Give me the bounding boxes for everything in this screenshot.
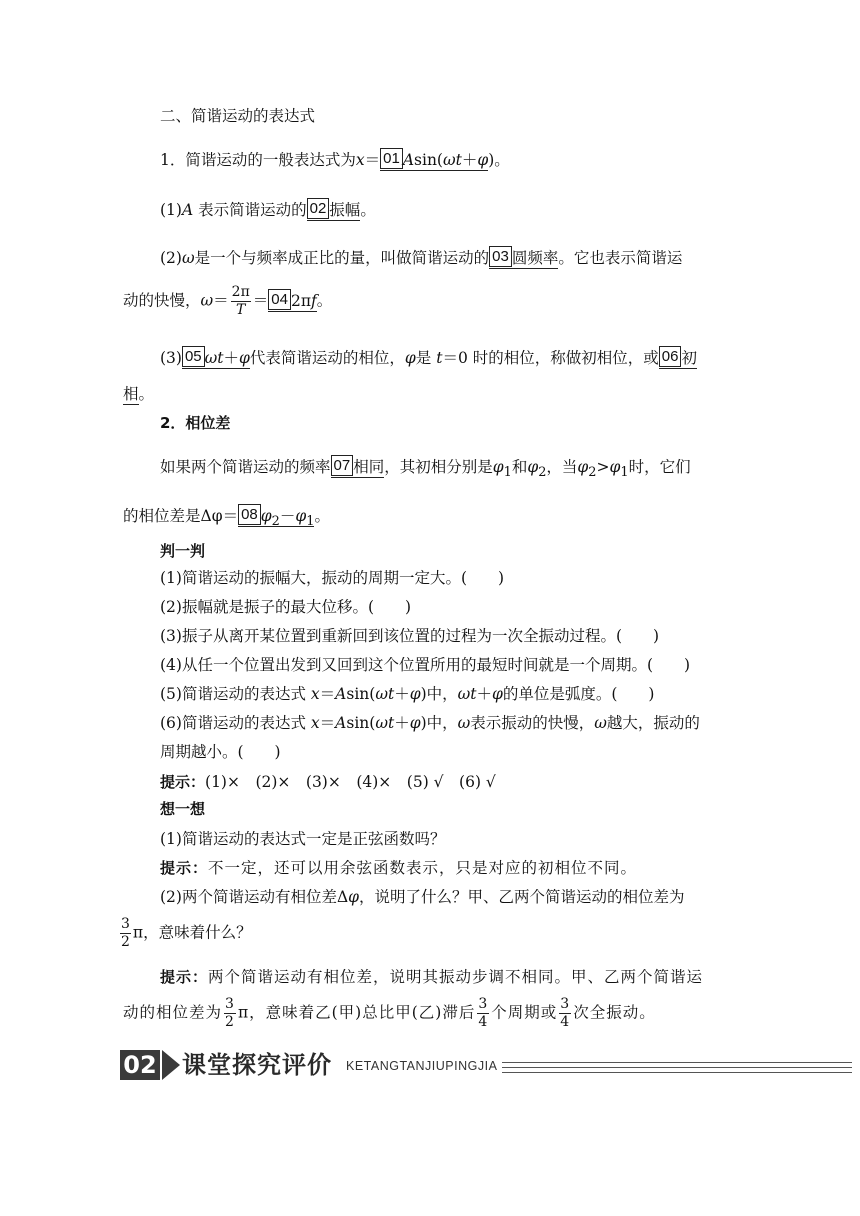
item-1-2: (2)ω是一个与频率成正比的量，叫做简谐运动的 03 圆频率。它也表示简谐运 [160, 248, 683, 267]
answer-box-02: 02 [307, 198, 330, 219]
banner-rule [502, 1062, 852, 1063]
item-1: 1．简谐运动的一般表达式为x＝ 01 Asin(ωt＋φ)。 [160, 150, 510, 169]
think-heading: 想一想 [160, 800, 206, 818]
banner-rule [502, 1072, 852, 1073]
item-2-body-cont: 的相位差是Δφ＝ 08 $\varphi_2-\varphi_1$。 [123, 506, 330, 530]
section-banner [120, 1050, 735, 1084]
item-1-2-cont: 动的快慢，ω＝ $\frac{2\pi}{T}$ ＝ 04 2πf。 [123, 284, 333, 318]
answer-box-03: 03 [489, 246, 512, 267]
judge-q3: (3)振子从离开某位置到重新回到该位置的过程为一次全振动过程。( ) [160, 627, 660, 645]
item-1-3-cont: 相。 [123, 385, 155, 403]
think-hint2: 提示：两个简谐运动有相位差，说明其振动步调不相同。甲、乙两个简谐运 [160, 968, 704, 986]
think-q2: (2)两个简谐运动有相位差Δφ，说明了什么？甲、乙两个简谐运动的相位差为 [160, 888, 685, 906]
section-heading: 二、简谐运动的表达式 [160, 107, 316, 125]
answer-box-01: 01 [380, 148, 403, 169]
judge-q6: (6)简谐运动的表达式 x＝Asin(ωt＋φ)中，ω表示振动的快慢，ω越大，振动的 [160, 714, 700, 732]
item-1-1: (1)A 表示简谐运动的 02 振幅。 [160, 200, 376, 219]
fraction-3-over-2: $\frac{3}{2}$ [121, 916, 130, 950]
item-1-3: (3) 05 ωt＋φ代表简谐运动的相位，φ是 t＝0 时的相位，称做初相位，或 06 初 [160, 348, 697, 367]
answer-box-07: 07 [331, 455, 354, 476]
judge-q1: (1)简谐运动的振幅大，振动的周期一定大。( ) [160, 569, 505, 587]
judge-q5: (5)简谐运动的表达式 x＝Asin(ωt＋φ)中，ωt＋φ的单位是弧度。( ) [160, 685, 655, 703]
answer-box-05: 05 [182, 346, 205, 367]
judge-q4: (4)从任一个位置出发到又回到这个位置所用的最短时间就是一个周期。( ) [160, 656, 691, 674]
answer-box-08: 08 [238, 504, 261, 525]
banner-subtitle: KETANGTANJIUPINGJIA [346, 1059, 498, 1073]
banner-rule [502, 1067, 852, 1068]
think-q1: (1)简谐运动的表达式一定是正弦函数吗？ [160, 830, 446, 848]
banner-number: 02 [120, 1050, 160, 1080]
think-hint1: 提示：不一定，还可以用余弦函数表示，只是对应的初相位不同。 [160, 859, 638, 877]
banner-arrow-icon [162, 1050, 180, 1080]
fraction-2pi-over-T: $\frac{2\pi}{T}$ [231, 284, 250, 318]
judge-hint: 提示：(1)× (2)× (3)× (4)× (5) √ (6) √ [160, 773, 496, 791]
banner-title: 课堂探究评价 [182, 1051, 332, 1079]
judge-q6-cont: 周期越小。( ) [160, 743, 281, 761]
fraction-3-over-4: $\frac{3}{4}$ [478, 996, 489, 1030]
answer-box-04: 04 [268, 289, 291, 310]
item-2-heading: 2．相位差 [160, 414, 231, 432]
answer-box-06: 06 [659, 346, 682, 367]
fraction-3-over-4-b: $\frac{3}{4}$ [560, 996, 571, 1030]
judge-heading: 判一判 [160, 542, 206, 560]
fraction-3-over-2-b: $\frac{3}{2}$ [225, 996, 235, 1030]
judge-q2: (2)振幅就是振子的最大位移。( ) [160, 598, 412, 616]
think-hint2-cont: 动的相位差为 $\frac{3}{2}$ π，意味着乙(甲)总比甲(乙)滞后 $\frac{3}{4}$ 个周期或 $\frac{3}{4}$ 次全振动。 [123, 996, 656, 1030]
think-q2-cont: $\frac{3}{2}$ π，意味着什么？ [121, 916, 252, 950]
item-2-body: 如果两个简谐运动的频率 07 相同，其初相分别是$\varphi_1$和$\varphi_2$，当$\varphi_2>\varphi_1$时，它们 [160, 457, 691, 481]
